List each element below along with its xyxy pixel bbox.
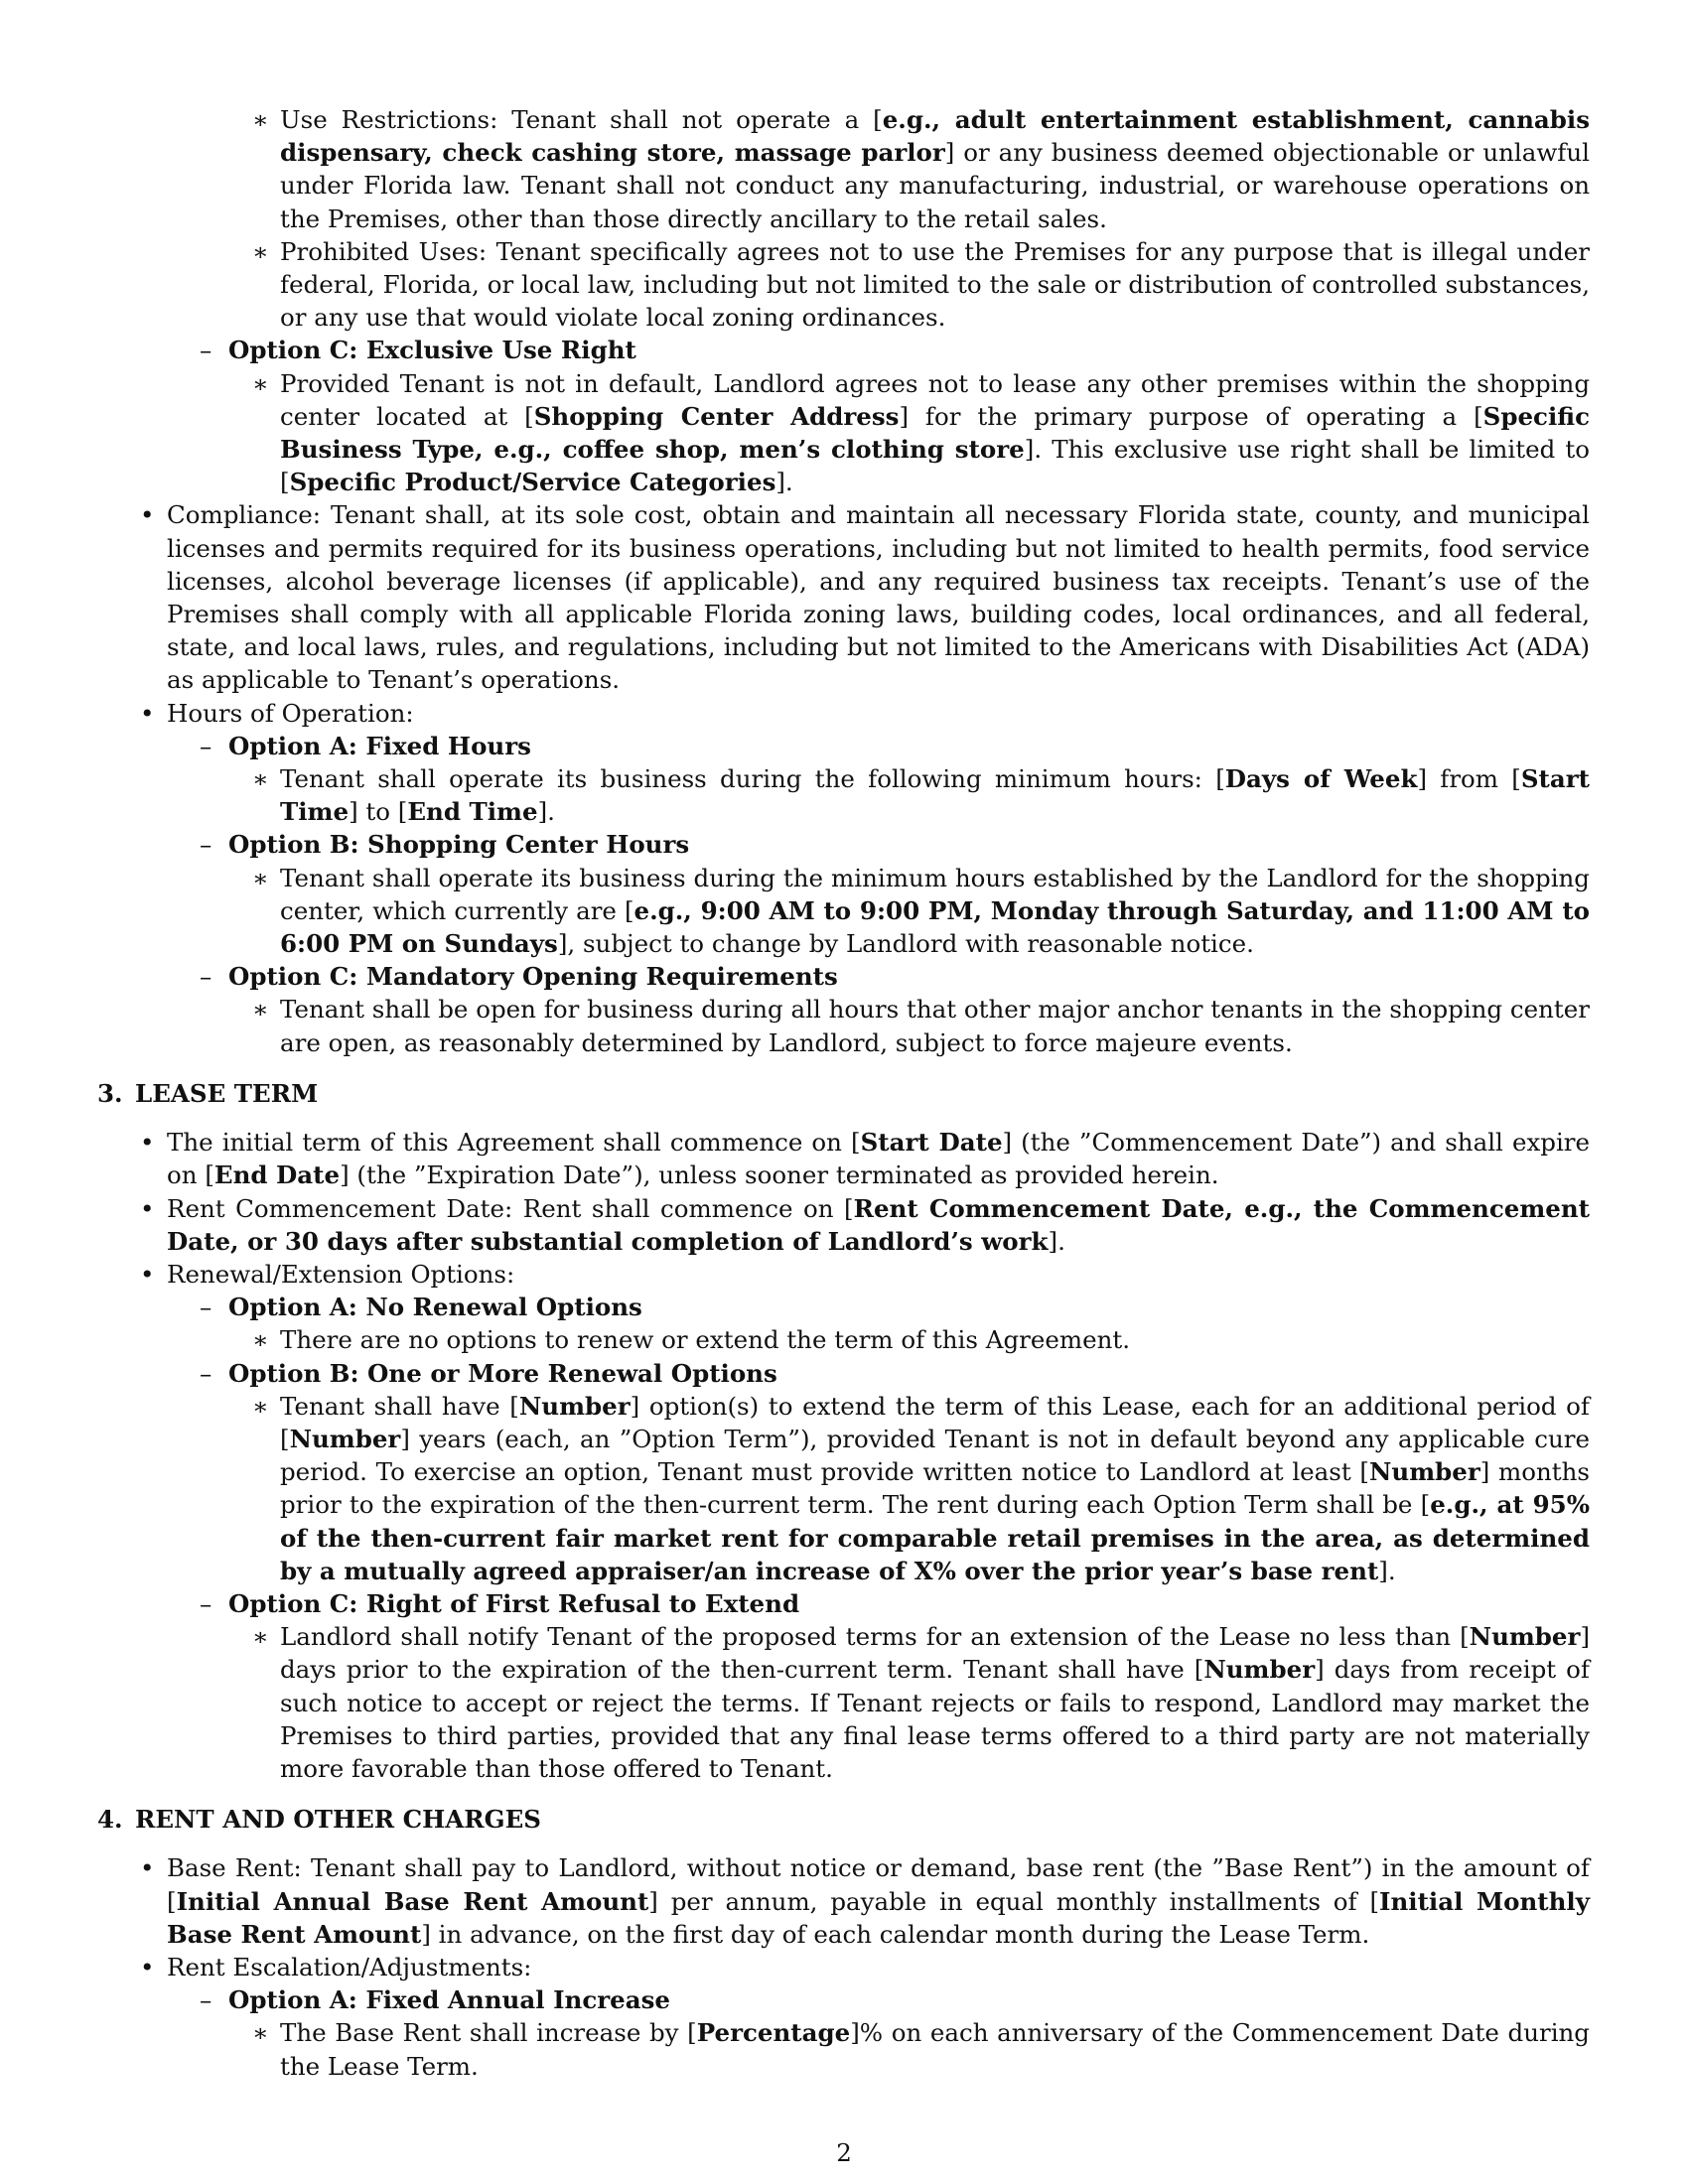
bullet-marker: • xyxy=(140,1128,155,1158)
page-number: 2 xyxy=(836,2138,852,2167)
asterisk-marker: ∗ xyxy=(252,764,269,794)
dash-marker: – xyxy=(200,336,212,365)
list-item-renewal: • Renewal/Extension Options: xyxy=(167,1258,1590,1291)
dash-marker: – xyxy=(200,1358,212,1388)
dash-marker: – xyxy=(200,1588,212,1618)
document-page xyxy=(0,103,1688,2083)
list-item-renewal-options: ∗ Tenant shall have [Number] option(s) to extend the term of this Lease, each for an additional period of [Number] years (each, an ”Option Term”), provided Tenant is not in default beyond any applicable cure period. To exercise an option, Tenant must provide written notice to Landlord at least [Number] months prior to the expiration of the then-current term. The rent during each Option Term shall be [e.g., at 95% of the then-current fair market rent for comparable retail premises in the area, as determined by a mutually agreed appraiser/an increase of X% over the prior year’s base rent]. xyxy=(252,1391,1591,1585)
dash-marker: – xyxy=(200,1293,212,1322)
asterisk-marker: ∗ xyxy=(252,236,269,266)
asterisk-marker: ∗ xyxy=(252,1622,269,1652)
asterisk-marker: ∗ xyxy=(252,863,269,892)
option-heading: – Option B: Shopping Center Hours xyxy=(228,828,1590,861)
option-heading: – Option B: One or More Renewal Options xyxy=(228,1357,1590,1390)
bullet-marker: • xyxy=(140,1259,155,1289)
dash-marker: – xyxy=(200,731,212,760)
option-heading: – Option C: Right of First Refusal to Extend xyxy=(228,1587,1590,1620)
bullet-marker: • xyxy=(140,1952,155,1981)
asterisk-marker: ∗ xyxy=(252,368,269,398)
asterisk-marker: ∗ xyxy=(252,995,269,1024)
list-item-hours: • Hours of Operation: xyxy=(167,697,1590,730)
option-heading: – Option A: Fixed Annual Increase xyxy=(228,1983,1590,2016)
list-item-fixed-hours: ∗ Tenant shall operate its business during the following minimum hours: [Days of Week] from [Start Time] to [End Time]. xyxy=(252,764,1590,827)
bullet-marker: • xyxy=(140,1193,155,1223)
dash-marker: – xyxy=(200,830,212,860)
list-item-first-refusal: ∗ Landlord shall notify Tenant of the proposed terms for an extension of the Lease no less than [Number] days prior to the expiration of the then-current term. Tenant shall have [Number] days from receipt of such notice to accept or reject the terms. If Tenant rejects or fails to respond, Landlord may market the Premises to third parties, provided that any final lease terms offered to a third party are not materially more favorable than those offered to Tenant. xyxy=(252,1622,1590,1783)
asterisk-marker: ∗ xyxy=(252,105,269,134)
bullet-marker: • xyxy=(140,1853,155,1883)
asterisk-marker: ∗ xyxy=(252,1325,269,1355)
option-heading: – Option A: No Renewal Options xyxy=(228,1291,1590,1323)
list-item-exclusive-use: ∗ Provided Tenant is not in default, Landlord agrees not to lease any other premises within the shopping center located at [Shopping Center Address] for the primary purpose of operating a [Specific Business Type, e.g., coffee shop, men’s clothing store]. This exclusive use right shall be limited to [Specific Product/Service Categories]. xyxy=(252,368,1590,497)
list-item-fixed-increase: ∗ The Base Rent shall increase by [Percentage]% on each anniversary of the Commencement Date during the Lease Term. xyxy=(252,2018,1590,2081)
section-heading-rent: 4. RENT AND OTHER CHARGES xyxy=(97,1805,541,1835)
list-item-base-rent: • Base Rent: Tenant shall pay to Landlord, without notice or demand, base rent (the ”Base Rent”) in the amount of [Initial Annual Base Rent Amount] per annum, payable in equal monthly installments of [Initial Monthly Base Rent Amount] in advance, on the first day of each calendar month during the Lease Term. xyxy=(140,1853,1590,1949)
list-item-escalation: • Rent Escalation/Adjustments: xyxy=(167,1951,1590,1983)
list-item-mandatory-opening: ∗ Tenant shall be open for business during all hours that other major anchor tenants in the shopping center are open, as reasonably determined by Landlord, subject to force majeure events. xyxy=(252,995,1590,1057)
section-heading-lease-term: 3. LEASE TERM xyxy=(97,1078,319,1108)
list-item-no-renewal: ∗ There are no options to renew or extend the term of this Agreement. xyxy=(280,1323,1590,1356)
list-item-compliance: • Compliance: Tenant shall, at its sole cost, obtain and maintain all necessary Florida state, county, and municipal licenses and permits required for its business operations, including but not limited to health permits, food service licenses, alcohol beverage licenses (if applicable), and any required business tax receipts. Tenant’s use of the Premises shall comply with all applicable Florida zoning laws, building codes, local ordinances, and all federal, state, and local laws, rules, and regulations, including but not limited to the Americans with Disabilities Act (ADA) as applicable to Tenant’s operations. xyxy=(140,500,1590,695)
option-heading: – Option C: Mandatory Opening Requirements xyxy=(228,960,1590,993)
asterisk-marker: ∗ xyxy=(252,1391,269,1421)
list-item-initial-term: • The initial term of this Agreement shall commence on [Start Date] (the ”Commencement Date”) and shall expire on [End Date] (the ”Expiration Date”), unless sooner terminated as provided herein. xyxy=(140,1128,1590,1190)
asterisk-marker: ∗ xyxy=(252,2018,269,2048)
bullet-marker: • xyxy=(140,698,155,728)
option-heading: – Option A: Fixed Hours xyxy=(228,730,1590,762)
list-item-center-hours: ∗ Tenant shall operate its business during the minimum hours established by the Landlord for the shopping center, which currently are [e.g., 9:00 AM to 9:00 PM, Monday through Saturday, and 11:00 AM to 6:00 PM on Sundays], subject to change by Landlord with reasonable notice. xyxy=(252,863,1590,959)
list-item-use-restrictions: ∗ Use Restrictions: Tenant shall not operate a [e.g., adult entertainment establishment, cannabis dispensary, check cashing store, massage parlor] or any business deemed objectionable or unlawful under Florida law. Tenant shall not conduct any manufacturing, industrial, or warehouse operations on the Premises, other than those directly ancillary to the retail sales. xyxy=(252,105,1590,233)
list-item-prohibited-uses: ∗ Prohibited Uses: Tenant specifically agrees not to use the Premises for any purpose that is illegal under federal, Florida, or local law, including but not limited to the sale or distribution of controlled substances, or any use that would violate local zoning ordinances. xyxy=(252,236,1590,333)
dash-marker: – xyxy=(200,1985,212,2015)
list-item-rent-commencement: • Rent Commencement Date: Rent shall commence on [Rent Commencement Date, e.g., the Commencement Date, or 30 days after substantial completion of Landlord’s work]. xyxy=(140,1193,1590,1256)
bullet-marker: • xyxy=(140,500,155,530)
option-heading: – Option C: Exclusive Use Right xyxy=(228,334,1590,366)
dash-marker: – xyxy=(200,962,212,992)
